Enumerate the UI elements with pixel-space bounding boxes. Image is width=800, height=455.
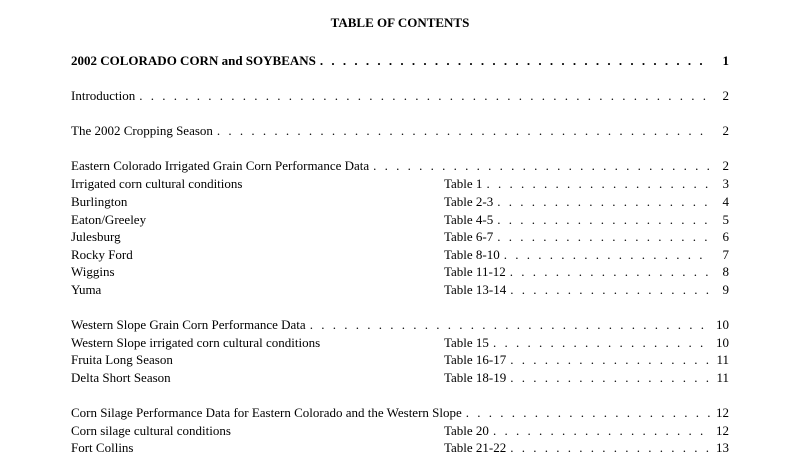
toc-entry-label: Delta Short Season	[71, 370, 171, 385]
toc-entry[interactable]	[71, 51, 729, 68]
toc-entry-table-ref: Table 18-19	[444, 370, 507, 385]
toc-entry-page-number: 5	[722, 212, 729, 227]
toc-entry-page-number: 1	[722, 53, 729, 68]
toc-entry-table-ref: Table 16-17	[444, 352, 507, 367]
toc-entry-label: Rocky Ford	[71, 247, 133, 262]
toc-entry-table-ref: Table 2-3	[444, 194, 494, 209]
toc-entry[interactable]	[71, 403, 729, 420]
toc-entry[interactable]	[71, 210, 729, 227]
toc-entry-table-ref: Table 1	[444, 176, 483, 191]
toc-entry[interactable]	[71, 333, 729, 350]
toc-entry-page-number: 2	[722, 88, 729, 103]
toc-entry-label: The 2002 Cropping Season	[71, 123, 213, 138]
toc-entry-page-number: 10	[716, 317, 729, 332]
dot-leader	[510, 264, 711, 279]
toc-entry-label: Yuma	[71, 282, 102, 297]
toc-entry-label: Introduction	[71, 88, 136, 103]
toc-entry[interactable]	[71, 156, 729, 173]
dot-leader	[486, 176, 711, 191]
toc-entry[interactable]	[71, 192, 729, 209]
dot-leader	[497, 194, 711, 209]
toc-entry-table-ref: Table 11-12	[444, 264, 506, 279]
toc-entry-page-number: 6	[722, 229, 729, 244]
toc-entry-label: Corn Silage Performance Data for Eastern Colorado and the Western Slope	[71, 405, 462, 420]
toc-entry-label: Corn silage cultural conditions	[71, 423, 231, 438]
dot-leader	[373, 158, 711, 173]
dot-leader	[497, 229, 711, 244]
dot-leader	[497, 212, 711, 227]
toc-entry-table-ref: Table 21-22	[444, 440, 507, 455]
toc-entry-page-number: 7	[722, 247, 729, 262]
toc-entry[interactable]	[71, 421, 729, 438]
toc-entry-page-number: 2	[722, 123, 729, 138]
toc-entry[interactable]	[71, 227, 729, 244]
toc-entry[interactable]	[71, 438, 729, 455]
toc-entry[interactable]	[71, 368, 729, 385]
toc-entry[interactable]	[71, 245, 729, 262]
toc-entry-page-number: 2	[722, 158, 729, 173]
toc-entry-label: Fruita Long Season	[71, 352, 173, 367]
dot-leader	[310, 317, 711, 332]
dot-leader	[510, 370, 711, 385]
toc-entry[interactable]	[71, 262, 729, 279]
toc-entry-page-number: 8	[722, 264, 729, 279]
toc-entry-page-number: 3	[722, 176, 729, 191]
toc-entry[interactable]	[71, 86, 729, 103]
toc-entry-label: Eastern Colorado Irrigated Grain Corn Performance Data	[71, 158, 370, 173]
toc-entry-label: Wiggins	[71, 264, 115, 279]
dot-leader	[504, 247, 711, 262]
toc-entry-page-number: 10	[716, 335, 729, 350]
dot-leader	[493, 335, 711, 350]
dot-leader	[510, 282, 711, 297]
toc-entry-page-number: 11	[716, 370, 729, 385]
page-title: TABLE OF CONTENTS	[330, 15, 470, 30]
toc-entry[interactable]	[71, 174, 729, 191]
toc-entry-label: Western Slope Grain Corn Performance Data	[71, 317, 306, 332]
toc-entry-label: 2002 COLORADO CORN and SOYBEANS	[71, 53, 316, 68]
toc-entry-page-number: 13	[716, 440, 729, 455]
toc-entry[interactable]	[71, 280, 729, 297]
toc-entry-page-number: 11	[716, 352, 729, 367]
dot-leader	[320, 53, 711, 68]
toc-entry-page-number: 12	[716, 405, 729, 420]
toc-entry-page-number: 4	[722, 194, 729, 209]
toc-entry-label: Eaton/Greeley	[71, 212, 147, 227]
toc-entry-table-ref: Table 15	[444, 335, 489, 350]
toc-entry[interactable]	[71, 121, 729, 138]
toc-entry-label: Burlington	[71, 194, 128, 209]
toc-entry-label: Fort Collins	[71, 440, 134, 455]
toc-entry-table-ref: Table 20	[444, 423, 489, 438]
dot-leader	[493, 423, 711, 438]
toc-entry-table-ref: Table 8-10	[444, 247, 500, 262]
toc-entry-label: Irrigated corn cultural conditions	[71, 176, 243, 191]
toc-entry-table-ref: Table 13-14	[444, 282, 507, 297]
toc-entry-table-ref: Table 4-5	[444, 212, 494, 227]
toc-entry-page-number: 12	[716, 423, 729, 438]
toc-entry[interactable]	[71, 350, 729, 367]
toc-entry[interactable]	[71, 315, 729, 332]
dot-leader	[510, 440, 711, 455]
dot-leader	[139, 88, 711, 103]
toc-entry-label: Julesburg	[71, 229, 121, 244]
toc-entry-label: Western Slope irrigated corn cultural conditions	[71, 335, 321, 350]
dot-leader	[217, 123, 711, 138]
toc-entry-table-ref: Table 6-7	[444, 229, 494, 244]
toc-entry-page-number: 9	[722, 282, 729, 297]
dot-leader	[466, 405, 711, 420]
dot-leader	[510, 352, 711, 367]
